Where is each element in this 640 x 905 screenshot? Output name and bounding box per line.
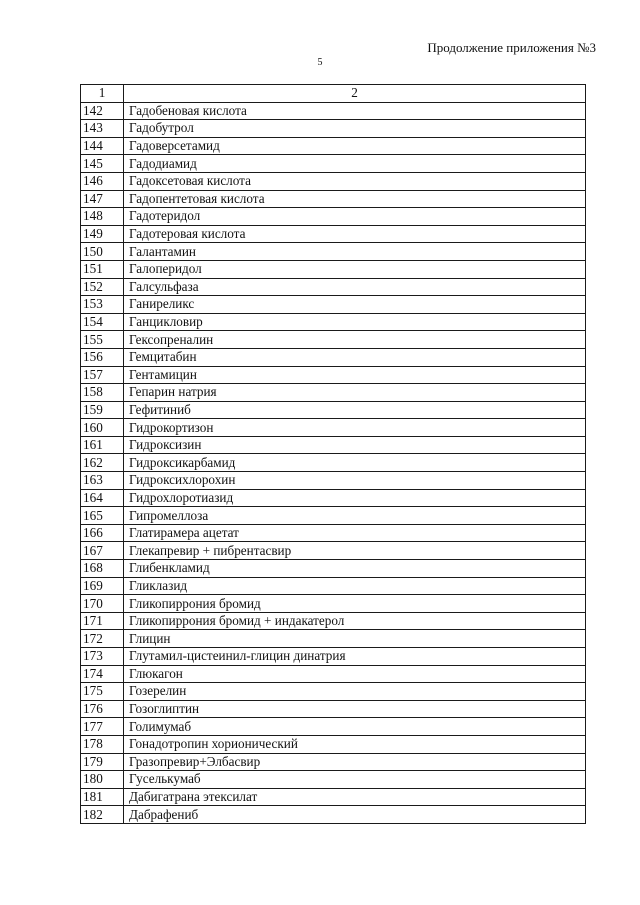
drug-name: Глибенкламид [124,560,586,578]
table-row [81,331,586,349]
drug-name: Галоперидол [124,260,586,278]
drug-name: Гадоверсетамид [124,137,586,155]
table-body [81,102,586,823]
appendix-continuation-note: Продолжение приложения №3 [427,40,596,55]
table-row [81,472,586,490]
table-header-row [81,85,586,103]
drug-name: Глицин [124,630,586,648]
drug-name: Гентамицин [124,366,586,384]
row-number: 180 [81,771,124,789]
row-number: 161 [81,436,124,454]
column-header-number: 1 [81,85,124,103]
row-number: 173 [81,648,124,666]
table-row [81,700,586,718]
row-number: 157 [81,366,124,384]
row-number: 149 [81,225,124,243]
row-number: 168 [81,560,124,578]
table-row [81,190,586,208]
drug-name: Дабигатрана этексилат [124,788,586,806]
row-number: 171 [81,612,124,630]
drug-name: Гемцитабин [124,348,586,366]
table-row [81,120,586,138]
table-row [81,735,586,753]
row-number: 160 [81,419,124,437]
row-number: 175 [81,683,124,701]
table-row [81,208,586,226]
drug-name: Гозоглиптин [124,700,586,718]
table-row [81,225,586,243]
drug-name: Гидроксизин [124,436,586,454]
row-number: 179 [81,753,124,771]
drug-name: Гидроксикарбамид [124,454,586,472]
table-row [81,366,586,384]
row-number: 150 [81,243,124,261]
row-number: 181 [81,788,124,806]
row-number: 176 [81,700,124,718]
row-number: 174 [81,665,124,683]
drug-name: Гадопентетовая кислота [124,190,586,208]
drug-name: Гадобеновая кислота [124,102,586,120]
drug-name: Гликлазид [124,577,586,595]
drug-name: Голимумаб [124,718,586,736]
table-row [81,542,586,560]
drug-name: Глекапревир + пибрентасвир [124,542,586,560]
drug-name: Гадотеровая кислота [124,225,586,243]
row-number: 148 [81,208,124,226]
row-number: 167 [81,542,124,560]
table-row [81,419,586,437]
drug-name: Гадобутрол [124,120,586,138]
table-row [81,665,586,683]
table-row [81,436,586,454]
drug-name: Глюкагон [124,665,586,683]
row-number: 159 [81,401,124,419]
drug-name: Гликопиррония бромид [124,595,586,613]
row-number: 142 [81,102,124,120]
row-number: 172 [81,630,124,648]
table-row [81,102,586,120]
row-number: 152 [81,278,124,296]
drug-name: Гразопревир+Элбасвир [124,753,586,771]
drug-name: Гуселькумаб [124,771,586,789]
table-row [81,348,586,366]
row-number: 170 [81,595,124,613]
drug-name: Ганцикловир [124,313,586,331]
row-number: 162 [81,454,124,472]
table-row [81,401,586,419]
table-row [81,313,586,331]
drug-name: Гадодиамид [124,155,586,173]
drug-name: Гидрохлоротиазид [124,489,586,507]
drug-name: Дабрафениб [124,806,586,824]
drug-name: Ганиреликс [124,296,586,314]
drug-name: Гипромеллоза [124,507,586,525]
table-row [81,507,586,525]
row-number: 147 [81,190,124,208]
table-row [81,630,586,648]
table-row [81,595,586,613]
row-number: 154 [81,313,124,331]
row-number: 166 [81,524,124,542]
table-row [81,683,586,701]
table-row [81,560,586,578]
table-row [81,137,586,155]
row-number: 178 [81,735,124,753]
row-number: 165 [81,507,124,525]
row-number: 144 [81,137,124,155]
row-number: 158 [81,384,124,402]
drug-name: Гепарин натрия [124,384,586,402]
table-row [81,260,586,278]
drug-name: Гидроксихлорохин [124,472,586,490]
table-row [81,771,586,789]
row-number: 143 [81,120,124,138]
row-number: 153 [81,296,124,314]
drug-name: Глатирамера ацетат [124,524,586,542]
drug-name: Гадотеридол [124,208,586,226]
table-row [81,454,586,472]
row-number: 163 [81,472,124,490]
row-number: 164 [81,489,124,507]
table-row [81,788,586,806]
table-row [81,155,586,173]
table-row [81,612,586,630]
drug-name: Гозерелин [124,683,586,701]
row-number: 182 [81,806,124,824]
table-row [81,524,586,542]
row-number: 177 [81,718,124,736]
row-number: 155 [81,331,124,349]
table-row [81,718,586,736]
drug-name: Галантамин [124,243,586,261]
row-number: 156 [81,348,124,366]
row-number: 146 [81,172,124,190]
row-number: 151 [81,260,124,278]
table-row [81,243,586,261]
table-row [81,278,586,296]
drug-table [80,84,586,824]
drug-name: Гексопреналин [124,331,586,349]
table-row [81,296,586,314]
drug-name: Гадоксетовая кислота [124,172,586,190]
drug-name: Гефитиниб [124,401,586,419]
drug-name: Глутамил-цистеинил-глицин динатрия [124,648,586,666]
table-row [81,648,586,666]
row-number: 145 [81,155,124,173]
drug-name: Гидрокортизон [124,419,586,437]
table-row [81,753,586,771]
table-row [81,384,586,402]
table-row [81,489,586,507]
column-header-name: 2 [124,85,586,103]
table-row [81,577,586,595]
row-number: 169 [81,577,124,595]
drug-name: Гонадотропин хорионический [124,735,586,753]
page-number: 5 [317,57,323,68]
drug-name: Галсульфаза [124,278,586,296]
table-row [81,806,586,824]
drug-name: Гликопиррония бромид + индакатерол [124,612,586,630]
table-row [81,172,586,190]
